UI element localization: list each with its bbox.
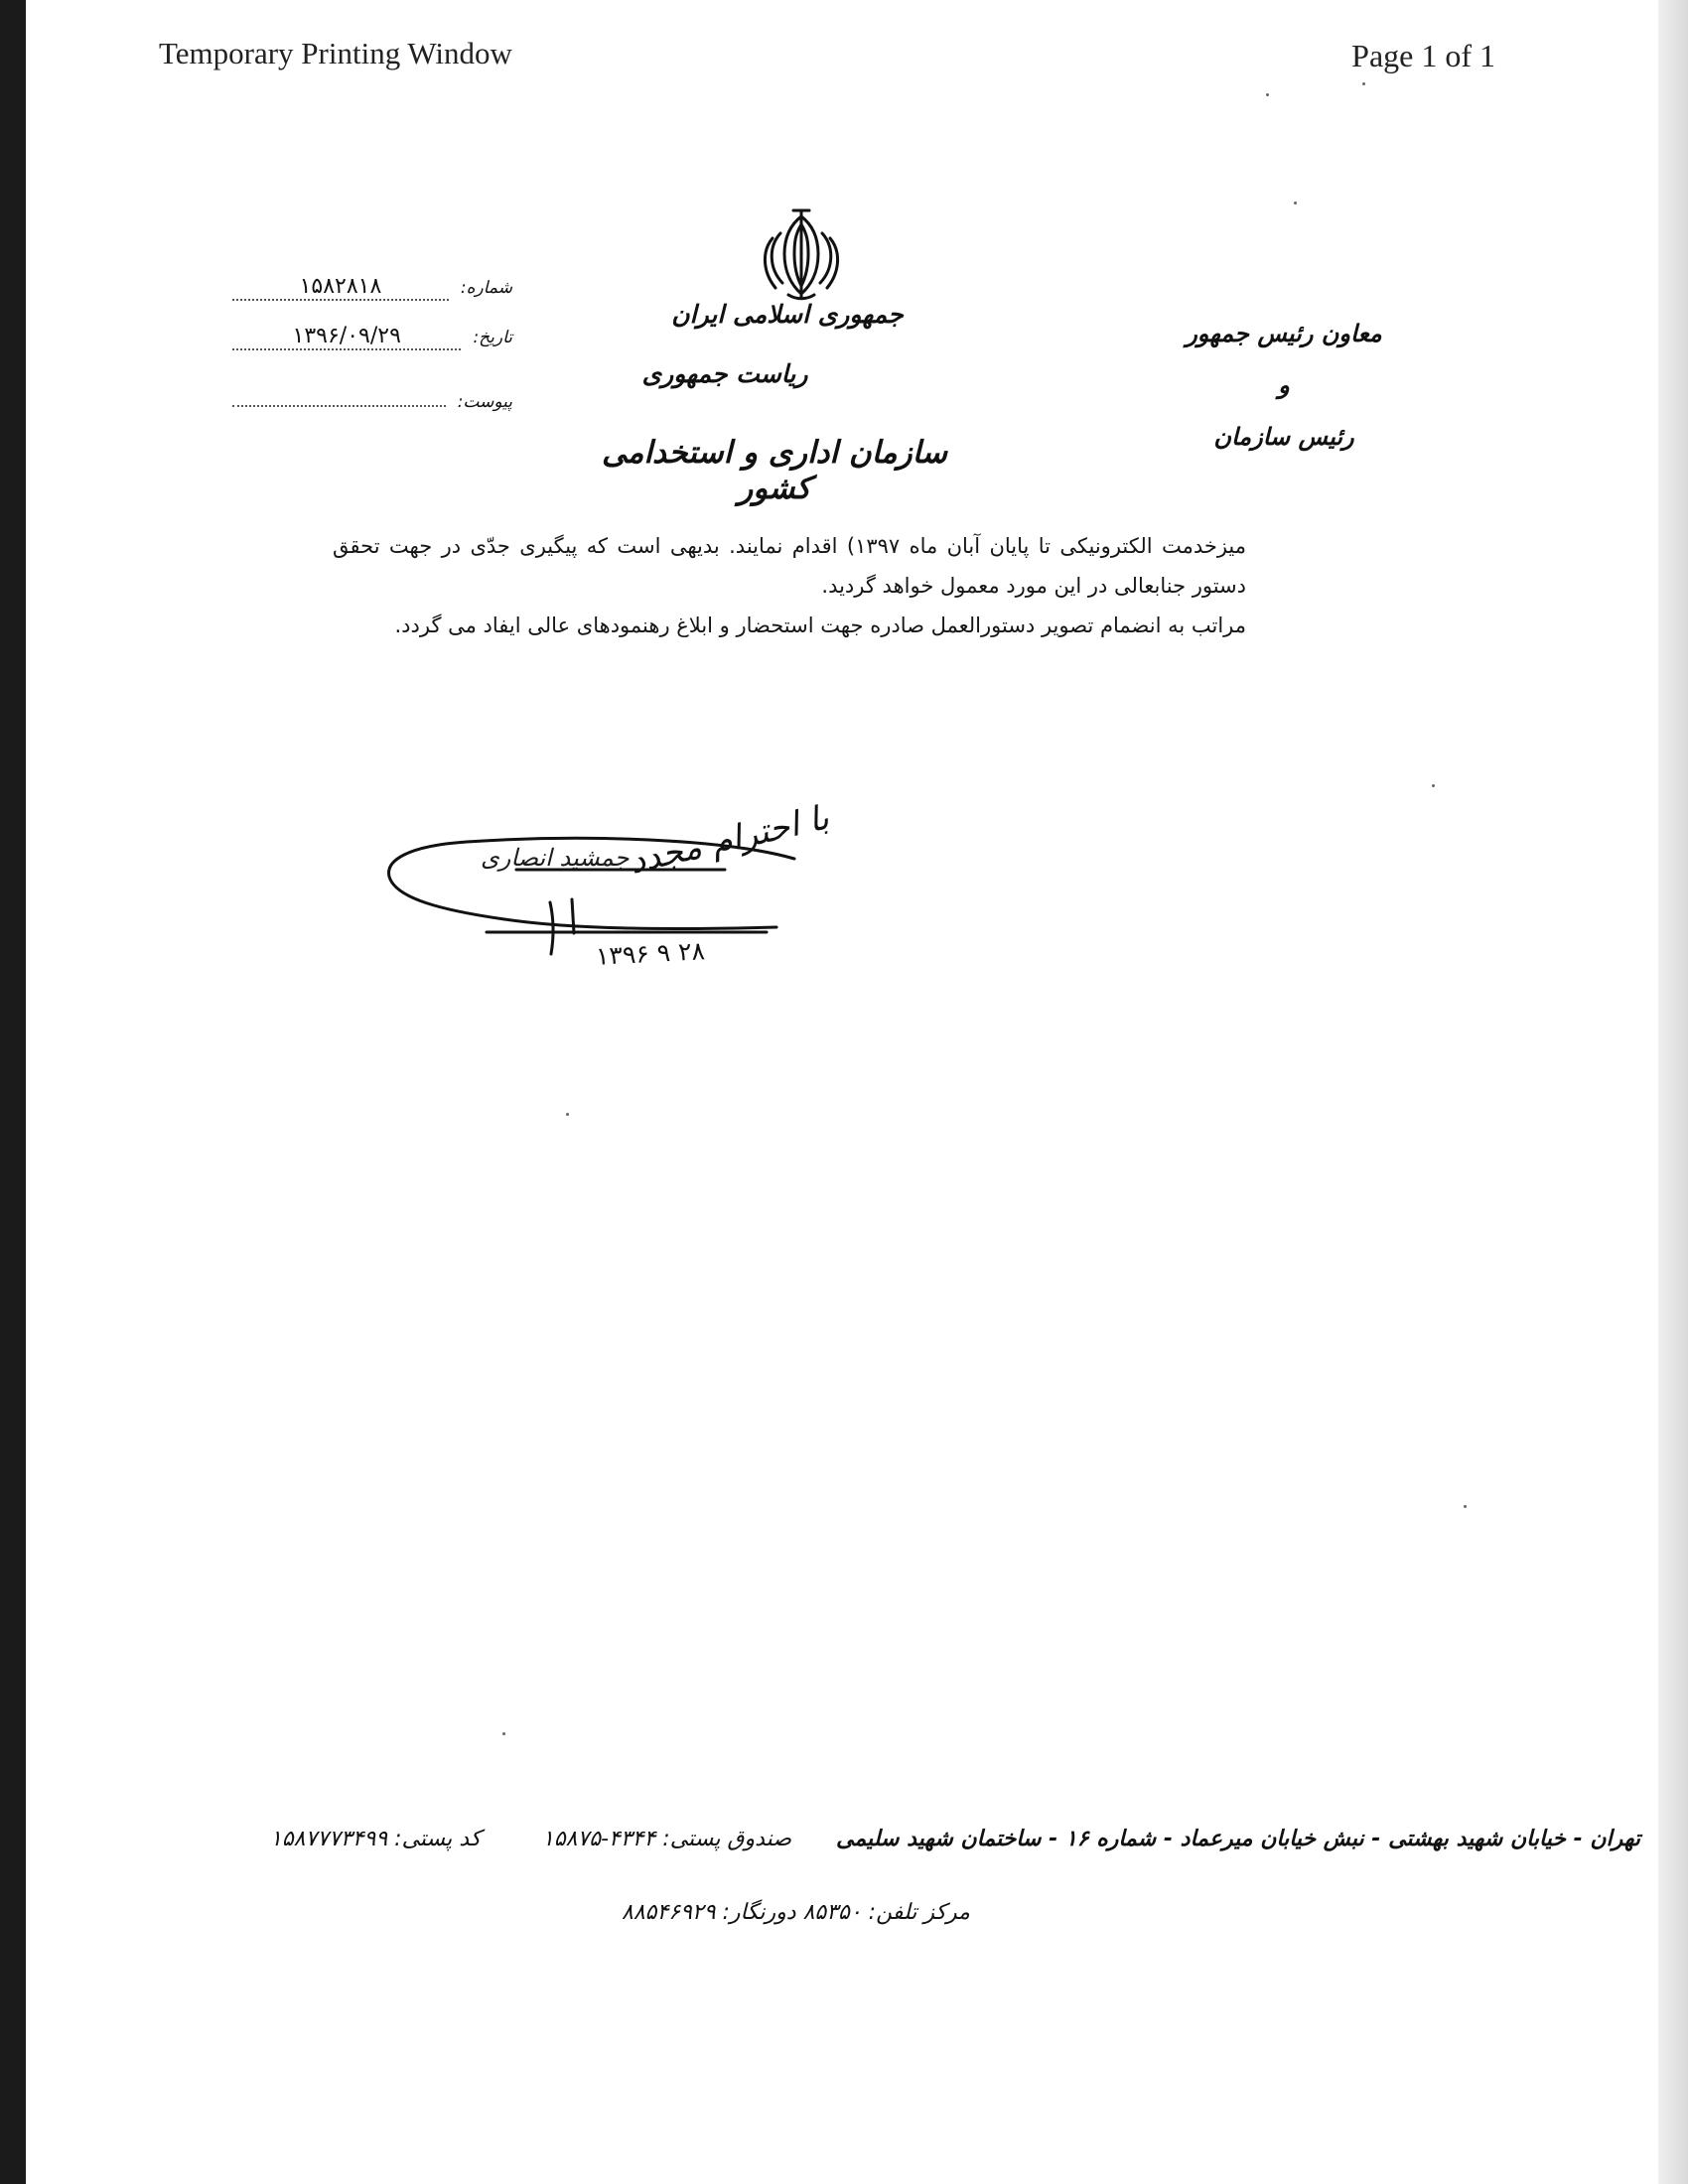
organization-title: سازمان اداری و استخدامی کشور (601, 435, 948, 506)
footer-po-box: صندوق پستی: ۴۳۴۴-۱۵۸۷۵ (542, 1827, 791, 1851)
deputy-title-line: معاون رئیس جمهور (1186, 320, 1382, 347)
page-count: Page 1 of 1 (1351, 38, 1495, 73)
body-paragraph: میزخدمت الکترونیکی تا پایان آبان ماه ۱۳۹۷) اقدام نمایند. بدیهی است که پیگیری جدّی در جهت تحقق دستور جنابعالی در این مورد معمول خواهد گردید. (333, 534, 1246, 598)
print-window-title: Temporary Printing Window (159, 36, 512, 70)
scan-dust-mark (1464, 1505, 1467, 1508)
scan-right-border (1658, 0, 1688, 2184)
letter-attachment-value (232, 381, 446, 407)
letter-date-value: ۱۳۹۶/۰۹/۲۹ (232, 324, 461, 350)
letter-attachment (232, 381, 512, 412)
organization-head-title: رئیس سازمان (1213, 423, 1354, 451)
footer-postal-code: کد پستی: ۱۵۸۷۷۷۳۴۹۹ (270, 1827, 482, 1851)
signer-name: جمشید انصاری (481, 844, 630, 872)
deputy-title-block (1185, 308, 1383, 463)
letter-number-value: ۱۵۸۲۸۱۸ (232, 274, 449, 301)
iran-emblem-icon (755, 206, 848, 302)
signature-note: با احترام مجدد (626, 797, 833, 883)
letter-number-label: شماره: (460, 278, 512, 298)
body-paragraph: مراتب به انضمام تصویر دستورالعمل صادره جهت استحضار و ابلاغ رهنمودهای عالی ایفاد می گردد. (394, 614, 1246, 637)
letter-date-label: تاریخ: (473, 328, 512, 347)
signature-date: ۱۳۹۶ ۹ ۲۸ (595, 936, 706, 971)
presidency-title: ریاست جمهوری (641, 359, 808, 388)
letter-body (333, 526, 1246, 645)
scan-dust-mark (1362, 82, 1365, 85)
scan-dust-mark (502, 1732, 505, 1735)
scan-dust-mark (1432, 784, 1435, 787)
letter-date (232, 324, 512, 350)
footer-address: تهران - خیابان شهید بهشتی - نبش خیابان میرعماد - شماره ۱۶ - ساختمان شهید سلیمی (836, 1827, 1641, 1851)
scan-dust-mark (1294, 202, 1297, 205)
scan-left-border (0, 0, 26, 2184)
scan-dust-mark (566, 1113, 569, 1116)
ministry-title: جمهوری اسلامی ایران (671, 300, 904, 329)
letter-number (232, 274, 512, 301)
deputy-title-conjunction: و (1278, 371, 1290, 399)
letter-attachment-label: پیوست: (457, 392, 512, 412)
footer-phone-fax: مرکز تلفن: ۸۵۳۵۰ دورنگار: ۸۸۵۴۶۹۲۹ (622, 1900, 970, 1925)
scan-dust-mark (1266, 93, 1269, 96)
